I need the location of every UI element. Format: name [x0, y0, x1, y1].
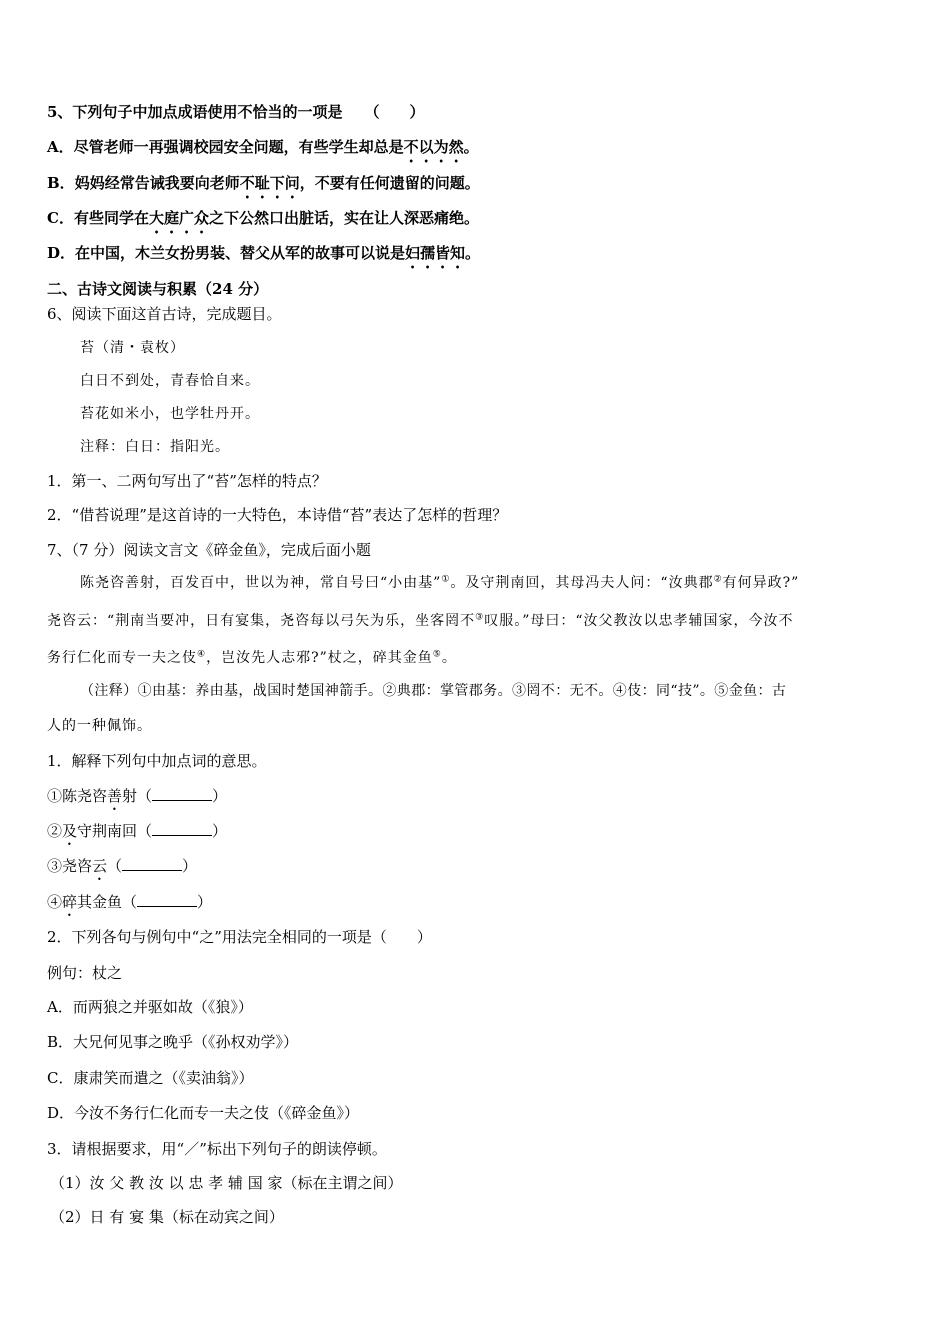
q6-sub1: 1．第一、二两句写出了“苔”怎样的特点？: [47, 472, 327, 490]
example-sentence: 例句：杖之: [47, 964, 123, 982]
vocab-item-4: ④碎其金鱼（ ）: [47, 893, 213, 911]
poem-note: 注释：白日：指阳光。: [80, 439, 230, 455]
q7-option-a: A．而两狼之并驱如故（《狼》）: [47, 998, 253, 1016]
passage-line-2: 尧咨云：“荆南当要冲，日有宴集，尧咨每以弓矢为乐，坐客罔不③叹服。”母曰：“汝父教汝以忠孝辅国家，今汝不: [47, 612, 794, 629]
vocab-item-3: ③尧咨云（ ）: [47, 857, 198, 875]
poem-title: 苔（清・袁枚）: [80, 340, 185, 356]
vocab-item-1: ①陈尧咨善射（ ）: [47, 787, 228, 805]
q7-stem: 7、（7 分）阅读文言文《碎金鱼》，完成后面小题: [47, 541, 371, 559]
q7-sub2: 2．下列各句与例句中“之”用法完全相同的一项是（ ）: [47, 928, 432, 946]
poem-line-1: 白日不到处，青春恰自来。: [80, 373, 260, 389]
pause-sentence-1: （1）汝 父 教 汝 以 忠 孝 辅 国 家（标在主谓之间）: [50, 1174, 403, 1192]
q5-stem: 5、下列句子中加点成语使用不恰当的一项是 （ ）: [47, 103, 425, 121]
annotation-line-2: 人的一种佩饰。: [47, 718, 152, 734]
q7-option-c: C．康肃笑而遣之（《卖油翁》）: [47, 1069, 254, 1087]
q5-option-b: B．妈妈经常告诫我要向老师不耻下问，不要有任何遗留的问题。: [47, 174, 480, 192]
blank-field[interactable]: [122, 858, 182, 871]
poem-line-2: 苔花如米小，也学牡丹开。: [80, 406, 260, 422]
q7-option-d: D．今汝不务行仁化而专一夫之伎（《碎金鱼》）: [47, 1104, 360, 1122]
blank-field[interactable]: [152, 788, 212, 801]
q6-stem: 6、阅读下面这首古诗，完成题目。: [47, 305, 282, 323]
q7-option-b: B．大兄何见事之晚乎（《孙权劝学》）: [47, 1033, 299, 1051]
vocab-item-2: ②及守荆南回（ ）: [47, 822, 228, 840]
section-title: 二、古诗文阅读与积累（24 分）: [47, 280, 269, 298]
q7-sub3: 3．请根据要求，用“／”标出下列句子的朗读停顿。: [47, 1140, 387, 1158]
blank-field[interactable]: [137, 894, 197, 907]
annotation-line-1: （注释）①由基：养由基，战国时楚国神箭手。②典郡：掌管郡务。③罔不：无不。④伎：同“技”。⑤金鱼：古: [80, 683, 787, 699]
q6-sub2: 2．“借苔说理”是这首诗的一大特色，本诗借“苔”表达了怎样的哲理？: [47, 506, 508, 524]
q7-sub1: 1．解释下列句中加点词的意思。: [47, 752, 267, 770]
passage-line-1: 陈尧咨善射，百发百中，世以为神，常自号曰“小由基”①。及守荆南回，其母冯夫人问：“汝典郡②有何异政?”: [80, 574, 800, 591]
blank-field[interactable]: [152, 823, 212, 836]
q5-option-c: C．有些同学在大庭广众之下公然口出脏话，实在让人深恶痛绝。: [47, 209, 479, 227]
pause-sentence-2: （2）日 有 宴 集（标在动宾之间）: [50, 1208, 284, 1226]
q5-option-a: A．尽管老师一再强调校园安全问题，有些学生却总是不以为然。: [47, 138, 479, 156]
passage-line-3: 务行仁化而专一夫之伎④，岂汝先人志邪?”杖之，碎其金鱼⑤。: [47, 649, 457, 666]
q5-option-d: D．在中国，木兰女扮男装、替父从军的故事可以说是妇孺皆知。: [47, 244, 481, 262]
